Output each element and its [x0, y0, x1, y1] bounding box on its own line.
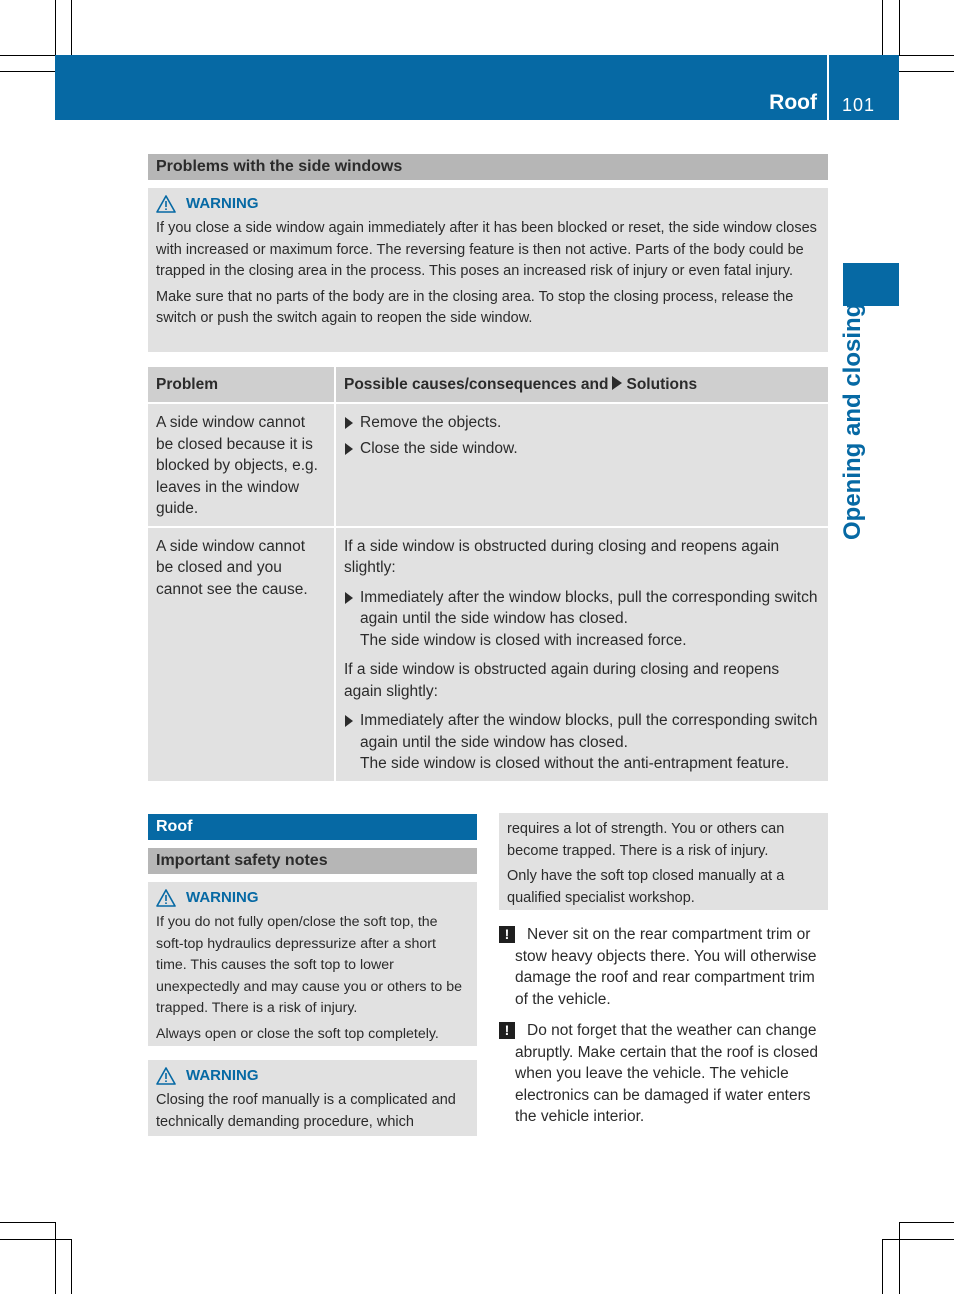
table-header-solutions: [335, 367, 828, 403]
warning-box-side-windows: [148, 188, 828, 352]
solution-cell: [335, 403, 828, 527]
page-number: 101: [842, 95, 876, 115]
crop-mark: [55, 1222, 56, 1294]
warning-paragraph: If you do not fully open/close the soft top, the soft-top hydraulics depressurize after a short time. This causes the soft top to lower unexpectedly and may cause you or others to be trapped. There is a risk of injury.: [156, 914, 463, 1016]
warning-box-continued: [499, 813, 828, 910]
step-result: The side window is closed with increased force.: [360, 631, 687, 649]
warning-paragraph: Only have the soft top closed manually at a qualified specialist workshop.: [507, 868, 785, 906]
warning-paragraph: requires a lot of strength. You or others can become trapped. There is a risk of injury.: [507, 821, 785, 859]
section-title: Roof: [769, 91, 817, 114]
step-result: The side window is closed without the anti-entrapment feature.: [360, 755, 790, 772]
crop-mark: [0, 1239, 72, 1240]
crop-mark: [882, 1239, 883, 1294]
warning-box-soft-top: [148, 882, 477, 1046]
action-step: Close the side window.: [344, 438, 820, 460]
crop-mark: [882, 0, 883, 55]
crop-mark: [71, 0, 72, 55]
crop-mark: [899, 1222, 954, 1223]
action-arrow-icon: [612, 376, 622, 390]
problem-cell: A side window cannot be closed and you cannot see the cause.: [148, 527, 335, 781]
problems-table: [148, 367, 828, 781]
crop-mark: [55, 0, 56, 55]
crop-mark: [899, 71, 954, 72]
chapter-label: Opening and closing: [839, 302, 866, 540]
action-step: [344, 710, 820, 775]
subheading-safety-notes: Important safety notes: [148, 848, 477, 874]
note-text: Never sit on the rear compartment trim or stow heavy objects there. You will otherwise damage the roof and rear compartment trim of the vehicle.: [515, 926, 817, 1008]
crop-mark: [882, 1239, 954, 1240]
header-text: Solutions: [626, 375, 698, 393]
warning-triangle-icon: [156, 195, 176, 213]
table-row: [148, 403, 828, 527]
warning-label: WARNING: [186, 195, 259, 212]
note-rear-trim: [499, 924, 831, 1010]
warning-paragraph: Make sure that no parts of the body are in the closing area. To stop the closing process, release the switch or push the switch again to reopen the side window.: [156, 288, 794, 326]
warning-triangle-icon: [156, 1067, 176, 1085]
warning-title: [156, 888, 469, 908]
action-step: Remove the objects.: [344, 412, 820, 434]
step-text: Immediately after the window blocks, pull the corresponding switch again until the side window has closed.: [360, 712, 818, 751]
solution-intro: If a side window is obstructed during closing and reopens again slightly:: [344, 537, 780, 576]
warning-label: WARNING: [186, 889, 259, 906]
step-text: Immediately after the window blocks, pull the corresponding switch again until the side window has closed.: [360, 588, 818, 627]
problem-cell: A side window cannot be closed because it is blocked by objects, e.g. leaves in the window guide.: [148, 403, 335, 527]
exclamation-icon: !: [499, 926, 515, 943]
header-divider: [827, 55, 829, 120]
crop-mark: [0, 1222, 55, 1223]
note-weather: [499, 1020, 831, 1128]
note-text: Do not forget that the weather can change abruptly. Make certain that the roof is closed when you leave the vehicle. The vehicle electronics can be damaged if water enters the vehicle interior.: [515, 1022, 818, 1125]
crop-mark: [71, 1239, 72, 1294]
solution-cell: [335, 527, 828, 781]
crop-mark: [899, 55, 954, 56]
table-header-problem: Problem: [148, 367, 335, 403]
solution-intro: If a side window is obstructed again during closing and reopens again slightly:: [344, 661, 780, 700]
section-heading-side-windows: Problems with the side windows: [148, 154, 828, 180]
header-text: Possible causes/consequences and: [344, 375, 609, 393]
warning-title: [156, 194, 820, 214]
crop-mark: [0, 55, 55, 56]
warning-paragraph: Always open or close the soft top completely.: [156, 1025, 439, 1042]
warning-paragraph: If you close a side window again immediately after it has been blocked or reset, the side window closes with increased or maximum force. The reversing feature is then not active. Parts of the body could be trapped in the closing area in the process. This poses an increased risk of injury or even fatal injury.: [156, 220, 817, 279]
warning-triangle-icon: [156, 889, 176, 907]
warning-paragraph: Closing the roof manually is a complicated and technically demanding procedure, which: [156, 1092, 456, 1130]
section-heading-roof: Roof: [148, 814, 477, 840]
exclamation-icon: !: [499, 1022, 515, 1039]
table-row: [148, 527, 828, 781]
crop-mark: [0, 71, 55, 72]
warning-label: WARNING: [186, 1067, 259, 1084]
warning-box-manual-close: [148, 1060, 477, 1136]
warning-title: [156, 1066, 469, 1086]
action-step: [344, 587, 820, 652]
crop-mark: [899, 0, 900, 55]
page-header: [55, 55, 899, 120]
crop-mark: [899, 1222, 900, 1294]
